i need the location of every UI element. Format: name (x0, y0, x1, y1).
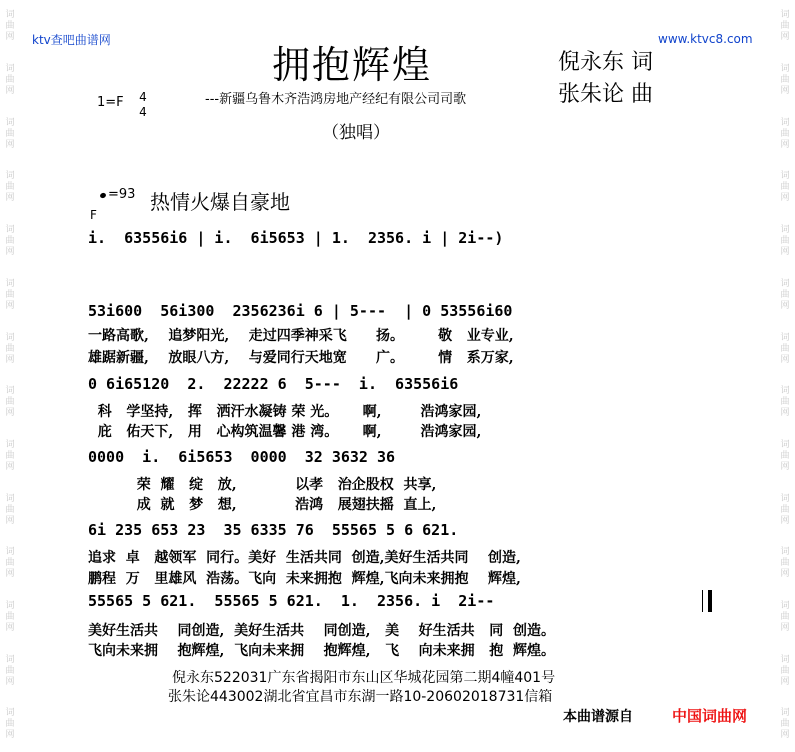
watermark-char: 网 (5, 300, 15, 311)
watermark-group (780, 547, 789, 580)
score-line-6: 55565 5 621. 55565 5 621. 1. 2356. i 2i-- (88, 592, 495, 610)
watermark-group (5, 440, 14, 473)
quarter-note-icon (99, 192, 106, 199)
watermark-char: 词 (780, 171, 790, 182)
watermark-char: 网 (5, 354, 15, 365)
lyrics-line-5-verse-2: 鹏程 万 里雄风 浩荡。飞向 未来拥抱 辉煌,飞向未来拥抱 辉煌, (88, 571, 521, 587)
watermark-char: 曲 (5, 450, 15, 461)
watermark-char: 词 (5, 117, 15, 128)
watermark-char: 曲 (5, 182, 15, 193)
score-line-4: 0000 i. 6i5653 0000 32 3632 36 (88, 448, 396, 466)
watermark-char: 网 (5, 408, 15, 419)
dynamic-mark: F (90, 208, 97, 222)
watermark-group (780, 494, 789, 527)
watermark-group (780, 225, 789, 258)
watermark-char: 曲 (780, 21, 790, 32)
tempo-value: =93 (108, 187, 136, 202)
final-barline-thick (708, 590, 712, 612)
watermark-group (5, 225, 14, 258)
watermark-char: 曲 (5, 719, 15, 730)
watermark-char: 曲 (780, 612, 790, 623)
lyrics-line-3-verse-2: 庇 佑天下, 用 心构筑温馨 港 湾。 啊, 浩鸿家园, (88, 424, 482, 440)
watermark-char: 词 (5, 332, 15, 343)
performance-note: （独唱） (322, 123, 390, 143)
watermark-char: 曲 (5, 504, 15, 515)
watermark-char: 网 (5, 676, 15, 687)
watermark-char: 词 (780, 708, 790, 719)
watermark-char: 曲 (780, 665, 790, 676)
watermark-char: 网 (5, 730, 15, 741)
lyricist: 倪永东 词 (558, 50, 653, 75)
watermark-char: 网 (780, 193, 790, 204)
watermark-char: 词 (780, 10, 790, 21)
watermark-char: 曲 (780, 504, 790, 515)
watermark-group (5, 171, 14, 204)
watermark-group (5, 279, 14, 312)
watermark-group (780, 333, 789, 366)
time-signature-bottom: 4 (139, 105, 147, 119)
watermark-char: 网 (5, 139, 15, 150)
watermark-char: 网 (5, 461, 15, 472)
watermark-char: 词 (5, 493, 15, 504)
watermark-char: 词 (5, 171, 15, 182)
watermark-char: 网 (780, 730, 790, 741)
watermark-char: 曲 (780, 719, 790, 730)
watermark-group (5, 708, 14, 741)
tempo-marking (100, 187, 135, 202)
watermark-group (780, 655, 789, 688)
watermark-char: 曲 (780, 75, 790, 86)
lyrics-line-2-verse-2: 雄踞新疆, 放眼八方, 与爱同行天地宽 广。 情 系万家, (88, 350, 514, 366)
watermark-char: 网 (5, 32, 15, 43)
watermark-char: 曲 (780, 236, 790, 247)
watermark-char: 曲 (5, 558, 15, 569)
watermark-group (5, 547, 14, 580)
watermark-char: 词 (5, 10, 15, 21)
composer: 张朱论 曲 (558, 82, 653, 107)
site-url-right[interactable]: www.ktvc8.com (658, 32, 753, 46)
watermark-char: 词 (780, 547, 790, 558)
watermark-char: 曲 (780, 450, 790, 461)
watermark-char: 网 (780, 408, 790, 419)
watermark-char: 词 (780, 278, 790, 289)
watermark-char: 词 (5, 278, 15, 289)
watermark-char: 曲 (5, 343, 15, 354)
watermark-char: 曲 (780, 128, 790, 139)
brand-link[interactable]: 中国词曲网 (672, 707, 748, 725)
score-line-1: i. 63556i6 | i. 6i5653 | 1. 2356. i | 2i--) (88, 229, 504, 247)
score-line-3: 0 6i65120 2. 22222 6 5--- i. 63556i6 (88, 375, 459, 393)
watermark-char: 网 (5, 193, 15, 204)
watermark-char: 网 (780, 569, 790, 580)
score-line-2: 53i600 56i300 2356236i 6 | 5--- | 0 53556i60 (88, 302, 513, 320)
watermark-char: 词 (5, 547, 15, 558)
watermark-char: 词 (5, 601, 15, 612)
watermark-group (5, 386, 14, 419)
watermark-char: 曲 (780, 343, 790, 354)
right-watermark (779, 0, 791, 752)
lyrics-line-2-verse-1: 一路高歌, 追梦阳光, 走过四季神采飞 扬。 敬 业专业, (88, 328, 514, 344)
final-barline-thin (702, 590, 703, 612)
subtitle: ---新疆乌鲁木齐浩鸿房地产经纪有限公司司歌 (205, 92, 467, 107)
watermark-char: 词 (5, 386, 15, 397)
watermark-char: 词 (5, 439, 15, 450)
watermark-char: 曲 (5, 397, 15, 408)
watermark-group (5, 655, 14, 688)
source-label: 本曲谱源自 (563, 709, 633, 725)
lyrics-line-3-verse-1: 科 学坚持, 挥 洒汗水凝铸 荣 光。 啊, 浩鸿家园, (88, 404, 482, 420)
watermark-char: 词 (780, 117, 790, 128)
watermark-char: 网 (780, 86, 790, 97)
watermark-group (780, 708, 789, 741)
watermark-char: 曲 (780, 289, 790, 300)
watermark-char: 曲 (5, 612, 15, 623)
watermark-char: 词 (780, 654, 790, 665)
watermark-char: 网 (780, 247, 790, 258)
watermark-char: 网 (5, 86, 15, 97)
lyrics-line-4-verse-2: 成 就 梦 想, 浩鸿 展翅扶摇 直上, (88, 497, 437, 513)
watermark-char: 词 (780, 225, 790, 236)
watermark-char: 曲 (5, 75, 15, 86)
watermark-char: 曲 (5, 128, 15, 139)
watermark-char: 词 (780, 386, 790, 397)
contact-address-2: 张朱论443002湖北省宜昌市东湖一路10-20602018731信箱 (168, 689, 553, 705)
lyrics-line-4-verse-1: 荣 耀 绽 放, 以孝 治企股权 共享, (88, 477, 437, 493)
watermark-char: 网 (780, 354, 790, 365)
watermark-group (5, 64, 14, 97)
watermark-char: 曲 (780, 182, 790, 193)
watermark-char: 曲 (780, 558, 790, 569)
watermark-char: 词 (780, 493, 790, 504)
watermark-char: 曲 (5, 665, 15, 676)
watermark-group (5, 494, 14, 527)
watermark-char: 词 (780, 439, 790, 450)
watermark-char: 网 (780, 300, 790, 311)
watermark-char: 网 (780, 623, 790, 634)
watermark-char: 网 (5, 569, 15, 580)
watermark-char: 词 (780, 64, 790, 75)
watermark-char: 曲 (780, 397, 790, 408)
watermark-group (5, 333, 14, 366)
watermark-group (5, 601, 14, 634)
watermark-char: 曲 (5, 289, 15, 300)
watermark-char: 词 (5, 225, 15, 236)
watermark-group (780, 440, 789, 473)
watermark-char: 词 (780, 601, 790, 612)
watermark-group (780, 64, 789, 97)
watermark-char: 网 (5, 247, 15, 258)
watermark-char: 网 (780, 139, 790, 150)
watermark-char: 网 (780, 32, 790, 43)
watermark-group (780, 118, 789, 151)
lyrics-line-6-verse-1: 美好生活共 同创造, 美好生活共 同创造, 美 好生活共 同 创造。 (88, 623, 555, 639)
score-line-5: 6i 235 653 23 35 6335 76 55565 5 6 621. (88, 521, 459, 539)
watermark-group (780, 171, 789, 204)
contact-address-1: 倪永东522031广东省揭阳市东山区华城花园第二期4幢401号 (172, 670, 556, 686)
watermark-char: 网 (780, 515, 790, 526)
site-label-left[interactable]: ktv查吧曲谱网 (32, 33, 111, 47)
watermark-char: 曲 (5, 21, 15, 32)
watermark-group (5, 10, 14, 43)
watermark-group (5, 118, 14, 151)
watermark-group (780, 601, 789, 634)
watermark-char: 词 (5, 64, 15, 75)
watermark-char: 词 (780, 332, 790, 343)
song-title: 拥抱辉煌 (272, 43, 433, 87)
watermark-char: 网 (5, 515, 15, 526)
time-signature-top: 4 (139, 90, 147, 104)
watermark-group (780, 386, 789, 419)
lyrics-line-5-verse-1: 追求 卓 越领军 同行。美好 生活共同 创造,美好生活共同 创造, (88, 550, 521, 566)
watermark-char: 曲 (5, 236, 15, 247)
watermark-group (780, 10, 789, 43)
lyrics-line-6-verse-2: 飞向未来拥 抱辉煌, 飞向未来拥 抱辉煌, 飞 向未来拥 抱 辉煌。 (88, 643, 555, 659)
mood-marking: 热情火爆自豪地 (150, 190, 290, 214)
watermark-char: 网 (780, 461, 790, 472)
watermark-group (780, 279, 789, 312)
key-signature: 1=F (97, 95, 124, 110)
watermark-char: 网 (5, 623, 15, 634)
watermark-char: 词 (5, 654, 15, 665)
watermark-char: 词 (5, 708, 15, 719)
watermark-char: 网 (780, 676, 790, 687)
left-watermark (4, 0, 16, 752)
